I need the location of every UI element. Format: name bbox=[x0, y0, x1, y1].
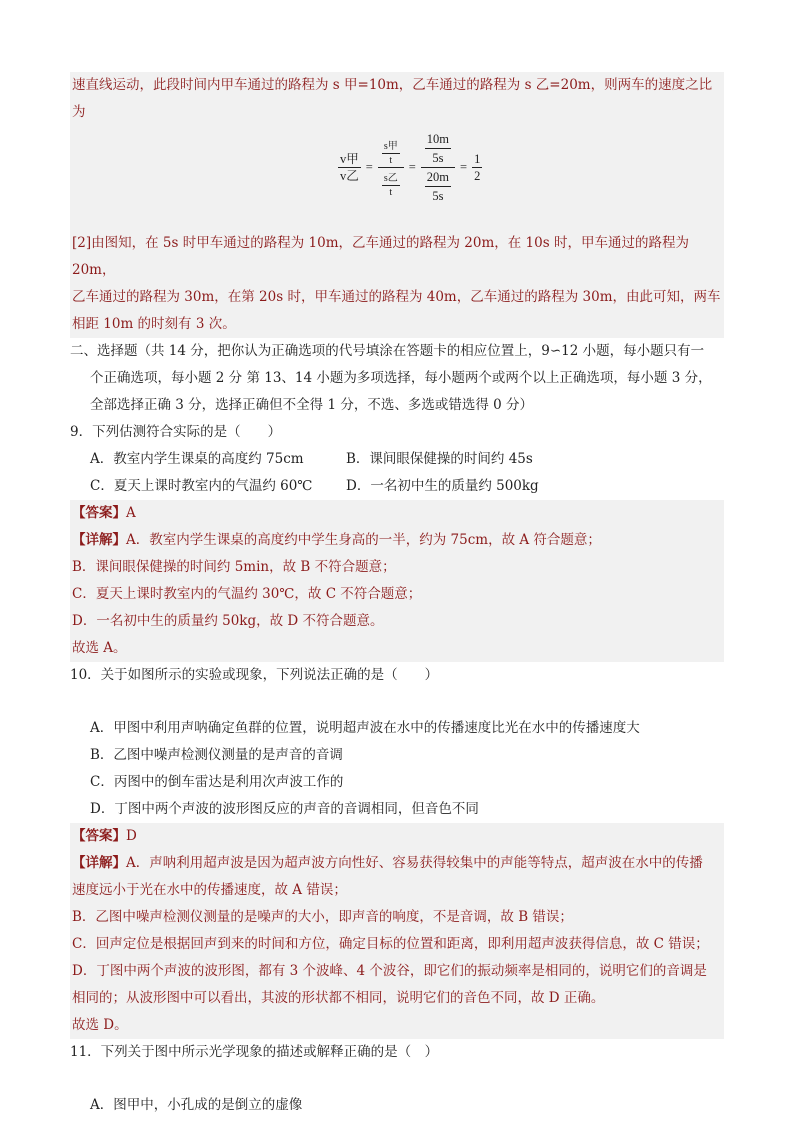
question-11-figure-placeholder bbox=[70, 1066, 724, 1092]
prev-solution-line-2: [2]由图知，在 5s 时甲车通过的路程为 10m，乙车通过的路程为 20m，在 10s 时，甲车通过的路程为 20m， bbox=[72, 235, 689, 278]
q10-detail-1: 【详解】A．声呐利用超声波是因为超声波方向性好、容易获得较集中的声能等特点，超声波在水中的传播 bbox=[72, 855, 703, 871]
q10-option-b: B．乙图中噪声检测仪测量的是声音的音调 bbox=[90, 747, 343, 763]
q11-option-a: A．图甲中，小孔成的是倒立的虚像 bbox=[90, 1097, 303, 1113]
question-10-solution bbox=[70, 823, 724, 1039]
q10-detail-3: C．回声定位是根据回声到来的时间和方位，确定目标的位置和距离，即利用超声波获得信息，故 C 错误； bbox=[72, 936, 709, 952]
question-10-figure-placeholder bbox=[70, 689, 724, 715]
q9-option-b: B．课间眼保健操的时间约 45s bbox=[346, 451, 533, 467]
prev-solution bbox=[70, 72, 724, 126]
q9-detail-1: 【详解】A．教室内学生课桌的高度约中学生身高的一半，约为 75cm，故 A 符合题意； bbox=[72, 532, 601, 548]
numeric-ratio: $\frac{\frac{10m}{5s}}{\frac{20m}{5s}}$ bbox=[421, 130, 455, 205]
question-11-options bbox=[70, 1092, 724, 1119]
q10-detail-4b: 相同的；从波形图中可以看出，其波的形状都不相同，说明它们的音色不同，故 D 正确。 bbox=[72, 990, 605, 1006]
question-9-solution bbox=[70, 500, 724, 662]
distance-over-time-ratio: $\frac{\frac{\text{s甲}}{t}}{\frac{\text{s乙}}{t}}$ bbox=[378, 136, 404, 199]
section-title: 二、选择题（共 14 分，把你认为正确选项的代号填涂在答题卡的相应位置上，9∽12 小题，每小题只有一 bbox=[70, 343, 705, 359]
q9-answer: 【答案】A bbox=[72, 505, 136, 521]
q10-conclusion: 故选 D。 bbox=[72, 1017, 128, 1033]
q10-detail-2: B．乙图中噪声检测仪测量的是噪声的大小，即声音的响度，不是音调，故 B 错误； bbox=[72, 909, 573, 925]
q9-conclusion: 故选 A。 bbox=[72, 640, 127, 656]
formula: $\frac{\text{v甲}}{\text{v乙}}$ = $\frac{\frac{\text{s甲}}{t}}{\frac{\text{s乙}}{t}}$ = $\frac{\frac{10m}{5s}}{\frac{20m}{5s}}$ = $\frac{1}{2}$ bbox=[340, 132, 481, 203]
question-10-stem: 10．关于如图所示的实验或现象，下列说法正确的是（ ） bbox=[70, 667, 439, 683]
page-content bbox=[70, 72, 724, 1119]
question-9-stem: 9．下列估测符合实际的是（ ） bbox=[70, 424, 282, 440]
q10-detail-1b: 速度远小于光在水中的传播速度，故 A 错误； bbox=[72, 882, 347, 898]
q10-answer: 【答案】D bbox=[72, 828, 137, 844]
q9-detail-3: C．夏天上课时教室内的气温约 30℃，故 C 不符合题意； bbox=[72, 586, 422, 602]
prev-solution-line-3: 乙车通过的路程为 30m，在第 20s 时，甲车通过的路程为 40m，乙车通过的路程为 30m，由此可知，两车 bbox=[72, 289, 721, 305]
prev-solution-line-1: 速直线运动，此段时间内甲车通过的路程为 s 甲=10m，乙车通过的路程为 s 乙=20m，则两车的速度之比为 bbox=[72, 77, 713, 120]
q10-option-a: A．甲图中利用声呐确定鱼群的位置，说明超声波在水中的传播速度比光在水中的传播速度大 bbox=[90, 720, 640, 736]
q9-detail-2: B．课间眼保健操的时间约 5min，故 B 不符合题意； bbox=[72, 559, 396, 575]
q10-option-d: D．丁图中两个声波的波形图反应的声音的音调相同，但音色不同 bbox=[90, 801, 479, 817]
question-11-stem: 11．下列关于图中所示光学现象的描述或解释正确的是（ ） bbox=[70, 1044, 439, 1060]
question-10-options bbox=[70, 715, 724, 823]
prev-solution-line-4: 相距 10m 的时刻有 3 次。 bbox=[72, 316, 236, 332]
q10-detail-4: D．丁图中两个声波的波形图，都有 3 个波峰、4 个波谷，即它们的振动频率是相同的，说明它们的音调是 bbox=[72, 963, 707, 979]
q9-detail-4: D．一名初中生的质量约 50kg，故 D 不符合题意。 bbox=[72, 613, 384, 629]
velocity-ratio: $\frac{\text{v甲}}{\text{v乙}}$ bbox=[340, 152, 359, 183]
section-instructions-1: 个正确选项，每小题 2 分 第 13、14 小题为多项选择，每小题两个或两个以上正确选项，每小题 3 分， bbox=[90, 370, 712, 386]
speed-ratio-formula bbox=[70, 126, 724, 230]
question-9-options bbox=[70, 446, 724, 500]
q9-option-d: D．一名初中生的质量约 500kg bbox=[346, 478, 539, 494]
q9-option-c: C．夏天上课时教室内的气温约 60℃ bbox=[90, 478, 313, 494]
q10-option-c: C．丙图中的倒车雷达是利用次声波工作的 bbox=[90, 774, 344, 790]
section-instructions-2: 全部选择正确 3 分，选择正确但不全得 1 分，不选、多选或错选得 0 分） bbox=[90, 397, 534, 413]
result-ratio: $\frac{1}{2}$ bbox=[474, 152, 481, 183]
q9-option-a: A．教室内学生课桌的高度约 75cm bbox=[90, 451, 304, 467]
